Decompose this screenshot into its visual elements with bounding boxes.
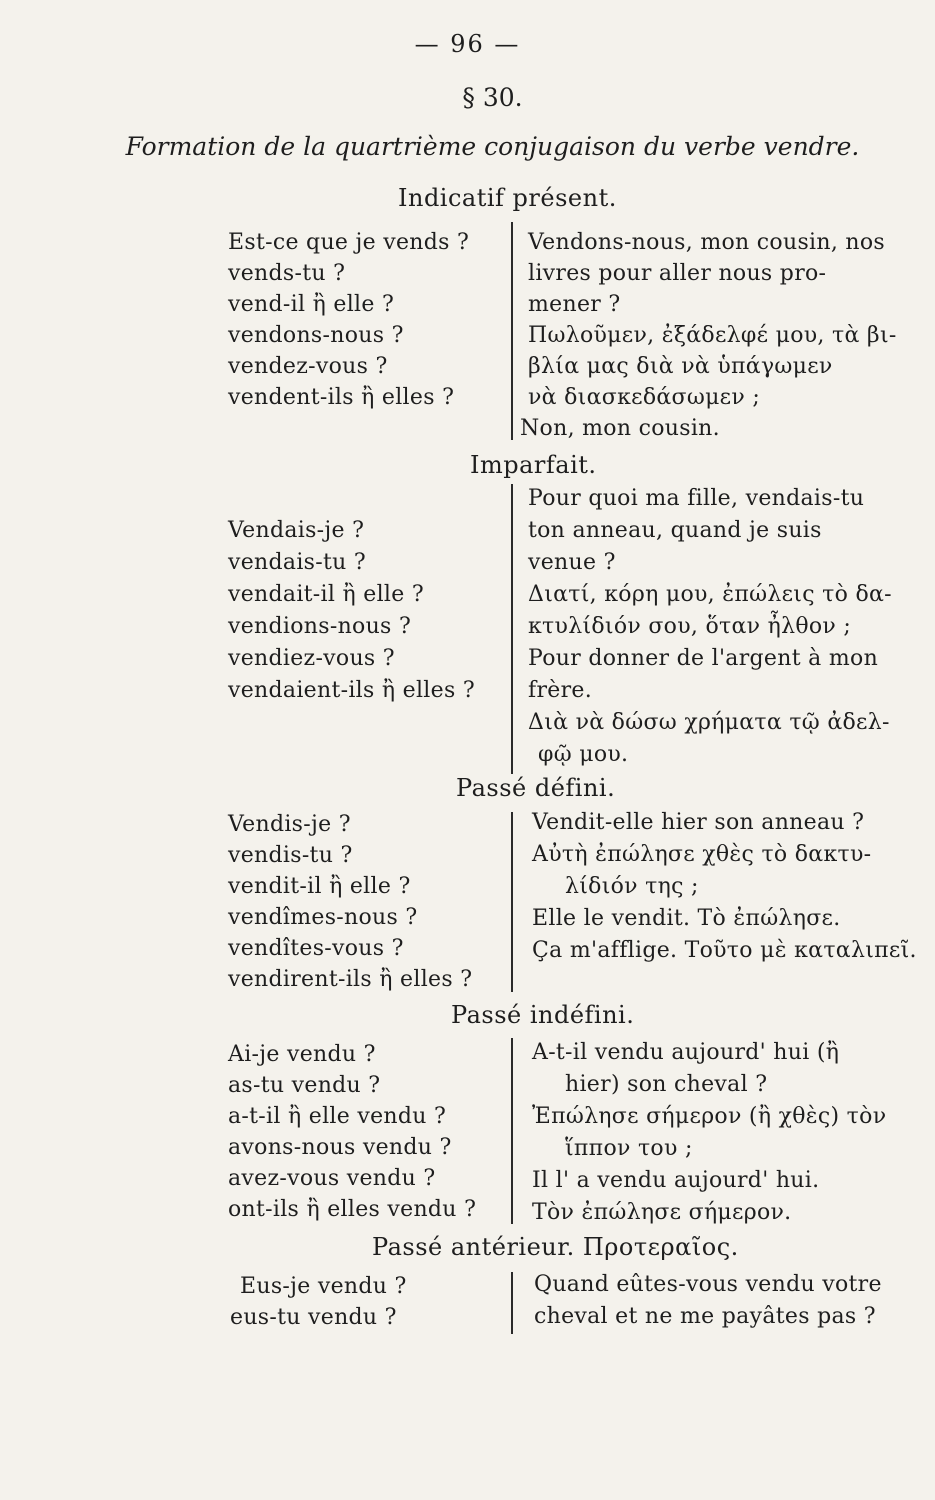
example-line: Non, mon cousin.: [520, 416, 720, 441]
column-divider: [511, 1038, 513, 1224]
example-line: cheval et ne me payâtes pas ?: [534, 1304, 876, 1329]
example-line: Quand eûtes-vous vendu votre: [534, 1272, 882, 1297]
example-line: Διατί, κόρη μου, ἐπώλεις τὸ δα-: [528, 582, 892, 607]
conjugation-line: vendîtes-vous ?: [228, 936, 404, 961]
example-line: A-t-il vendu aujourd' hui (ἢ: [532, 1040, 840, 1065]
example-line: venue ?: [528, 550, 616, 575]
conjugation-line: vendait-il ἢ elle ?: [228, 582, 424, 607]
example-line: Elle le vendit. Τὸ ἐπώλησε.: [532, 906, 841, 931]
example-line: Vendons-nous, mon cousin, nos: [528, 230, 886, 255]
conjugation-line: eus-tu vendu ?: [230, 1305, 397, 1330]
example-line: Pour quoi ma fille, vendais-tu: [528, 486, 865, 511]
conjugation-line: vendirent-ils ἢ elles ?: [228, 967, 473, 992]
heading-passe-indefini: Passé indéfini.: [451, 1001, 635, 1029]
conjugation-line: vendions-nous ?: [228, 614, 412, 639]
conjugation-line: as-tu vendu ?: [228, 1073, 381, 1098]
heading-imparfait: Imparfait.: [470, 451, 597, 479]
conjugation-line: avons-nous vendu ?: [228, 1135, 452, 1160]
conjugation-line: vendaient-ils ἢ elles ?: [228, 678, 475, 703]
section-number: § 30.: [462, 83, 523, 112]
example-line: Ça m'afflige. Τοῦτο μὲ καταλιπεῖ.: [532, 938, 917, 963]
conjugation-line: a-t-il ἢ elle vendu ?: [228, 1104, 447, 1129]
heading-indicatif-present: Indicatif présent.: [398, 184, 617, 212]
example-line: λίδιόν της ;: [565, 874, 699, 899]
example-line: βλία μας διὰ νὰ ὑπάγωμεν: [528, 354, 833, 379]
column-divider: [511, 484, 513, 774]
conjugation-line: vendis-tu ?: [228, 843, 353, 868]
column-divider: [511, 812, 513, 992]
conjugation-line: vendiez-vous ?: [228, 646, 395, 671]
page-title: Formation de la quartrième conjugaison du verbe vendre.: [125, 132, 860, 161]
conjugation-line: Ai-je vendu ?: [228, 1042, 376, 1067]
example-line: Διὰ νὰ δώσω χρήματα τῷ ἀδελ-: [528, 710, 890, 735]
conjugation-line: vendez-vous ?: [228, 354, 388, 379]
example-line: livres pour aller nous pro-: [528, 261, 827, 286]
heading-passe-anterieur: Passé antérieur. Προτεραῖος.: [372, 1233, 739, 1261]
column-divider: [511, 1272, 513, 1334]
conjugation-line: vendons-nous ?: [228, 323, 404, 348]
example-line: Ἐπώλησε σήμερον (ἢ χθὲς) τὸν: [532, 1104, 887, 1129]
example-line: Αὐτὴ ἐπώλησε χθὲς τὸ δακτυ-: [532, 842, 872, 867]
conjugation-line: Est-ce que je vends ?: [228, 230, 470, 255]
example-line: Vendit-elle hier son anneau ?: [532, 810, 865, 835]
conjugation-line: vendais-tu ?: [228, 550, 366, 575]
example-line: Pour donner de l'argent à mon: [528, 646, 879, 671]
example-line: ton anneau, quand je suis: [528, 518, 822, 543]
conjugation-line: avez-vous vendu ?: [228, 1166, 436, 1191]
example-line: κτυλίδιόν σου, ὅταν ἦλθον ;: [528, 614, 852, 639]
conjugation-line: Vendais-je ?: [228, 518, 365, 543]
example-line: hier) son cheval ?: [565, 1072, 768, 1097]
conjugation-line: vendent-ils ἢ elles ?: [228, 385, 455, 410]
page-number: — 96 —: [414, 30, 521, 58]
example-line: ἵππον του ;: [565, 1136, 693, 1161]
example-line: νὰ διασκεδάσωμεν ;: [528, 385, 761, 410]
example-line: Πωλοῦμεν, ἐξάδελφέ μου, τὰ βι-: [528, 323, 897, 348]
conjugation-line: vendit-il ἢ elle ?: [228, 874, 411, 899]
example-line: mener ?: [528, 292, 621, 317]
heading-passe-defini: Passé défini.: [456, 774, 616, 802]
example-line: Il l' a vendu aujourd' hui.: [532, 1168, 820, 1193]
conjugation-line: Eus-je vendu ?: [240, 1274, 407, 1299]
column-divider: [511, 222, 513, 440]
conjugation-line: vend-il ἢ elle ?: [228, 292, 395, 317]
example-line: Τὸν ἐπώλησε σήμερον.: [532, 1200, 792, 1225]
conjugation-line: ont-ils ἢ elles vendu ?: [228, 1197, 477, 1222]
conjugation-line: vendîmes-nous ?: [228, 905, 418, 930]
conjugation-line: Vendis-je ?: [228, 812, 351, 837]
conjugation-line: vends-tu ?: [228, 261, 346, 286]
example-line: φῷ μου.: [538, 742, 629, 767]
example-line: frère.: [528, 678, 593, 703]
